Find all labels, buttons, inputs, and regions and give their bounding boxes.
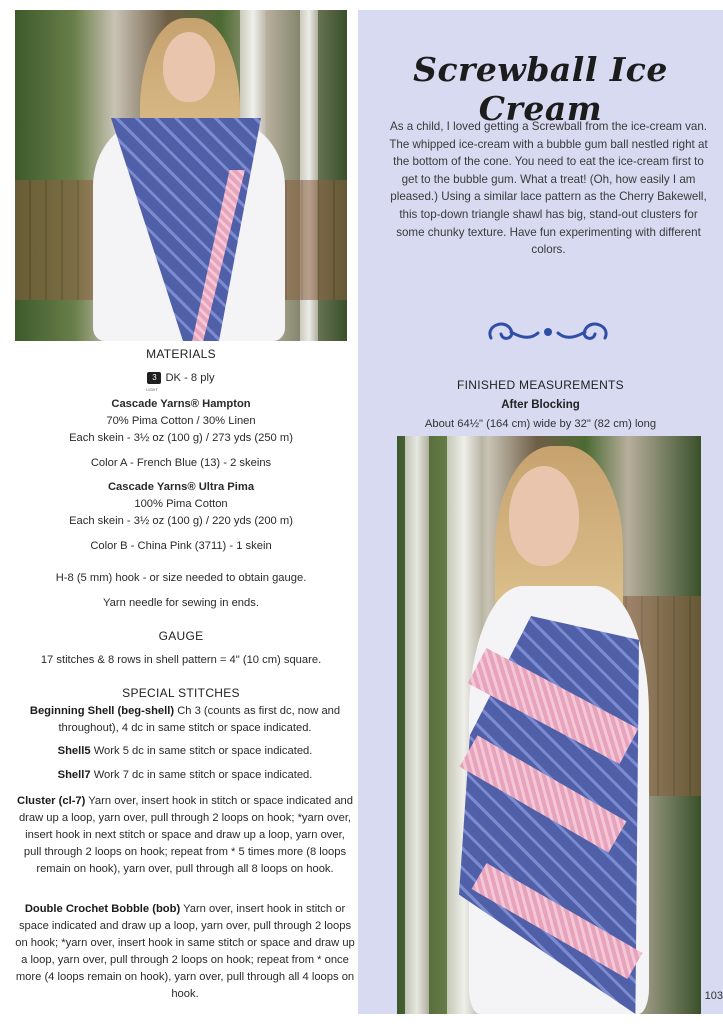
yarn2-fiber: 100% Pima Cotton [134,498,228,510]
shawl-photo-main [397,436,701,1014]
yarn-weight-caption: LIGHT [146,387,158,392]
stitch-term: Beginning Shell (beg-shell) [29,705,175,717]
yarn2-skein: Each skein - 3½ oz (100 g) / 220 yds (200 m) [69,515,293,527]
special-stitches-heading: SPECIAL STITCHES [122,686,240,700]
yarn1-fiber: 70% Pima Cotton / 30% Linen [106,415,256,427]
finished-measurements-heading: FINISHED MEASUREMENTS [457,378,624,392]
stitch-bobble [15,901,355,1003]
yarn1-skein: Each skein - 3½ oz (100 g) / 273 yds (250 m) [69,432,293,444]
after-blocking-label: After Blocking [501,399,580,411]
stitch-desc: Work 5 dc in same stitch or space indicated. [93,745,313,757]
birch-trunk [405,436,429,1014]
measurements-text: About 64½" (164 cm) wide by 32" (82 cm) long [424,418,657,430]
stitch-shell7 [15,767,355,784]
stitch-term: Shell5 [57,745,91,757]
yarn2-name: Cascade Yarns® Ultra Pima [107,481,255,493]
needle-text: Yarn needle for sewing in ends. [103,597,259,609]
stitch-desc: Ch 3 (counts as first dc, now and throughout), 4 dc in same stitch or space indicated. [58,705,341,734]
stitch-cluster [15,793,355,878]
gauge-heading: GAUGE [158,629,204,643]
shawl-photo-top [15,10,347,341]
face [509,466,579,566]
stitch-term: Cluster (cl-7) [16,795,86,807]
materials-heading: MATERIALS [146,347,216,361]
stitch-desc: Yarn over, insert hook in stitch or space indicated and draw up a loop, yarn over, pull through 2 loops on hook; *yarn over, insert hook in next stitch or space and draw up a loop, yarn over, pull through 2 loops on hook; repeat from * 5 times more (8 loops remain on hook), yarn over, pull through all 8 loops on hook. [18,795,353,875]
stitch-shell5 [15,743,355,760]
yarn-weight-icon: 3 [147,372,161,384]
yarn1-color: Color A - French Blue (13) - 2 skeins [90,457,272,469]
page-title: Screwball Ice Cream [413,50,668,128]
yarn-weight-text: DK - 8 ply [165,372,215,384]
intro-text: As a child, I loved getting a Screwball from the ice-cream van. The whipped ice-cream with a bubble gum ball nestled right at the bottom of the cone. You need to eat the ice-cream first to get to the bubble gum. What a treat! (Oh, how easily I am pleased.) Using a similar lace pattern as the Cherry Bakewell, this top-down triangle shawl has big, stand-out clusters for some chunky texture. Have fun experimenting with different colors. [389,120,708,257]
yarn1-name: Cascade Yarns® Hampton [111,398,251,410]
stitch-beg-shell [15,703,355,737]
yarn2-color: Color B - China Pink (3711) - 1 skein [90,540,272,552]
stitch-term: Shell7 [57,769,91,781]
stitch-desc: Yarn over, insert hook in stitch or space indicated and draw up a loop, yarn over, pull through 2 loops on hook; *yarn over, insert hook in same stitch or space and draw up a loop, yarn over, pull through 2 loops on hook; repeat from * once more (4 loops remain on hook), yarn over, pull through all 4 loops on hook. [15,903,355,1000]
swirl-ornament-icon [483,316,613,348]
stitch-term: Double Crochet Bobble (bob) [24,903,181,915]
gauge-text: 17 stitches & 8 rows in shell pattern = 4" (10 cm) square. [40,654,322,666]
face [163,32,215,102]
yarn-weight [15,372,347,384]
stitch-desc: Work 7 dc in same stitch or space indicated. [93,769,313,781]
page-number: 103 [704,990,723,1002]
hook-text: H-8 (5 mm) hook - or size needed to obtain gauge. [55,572,307,584]
